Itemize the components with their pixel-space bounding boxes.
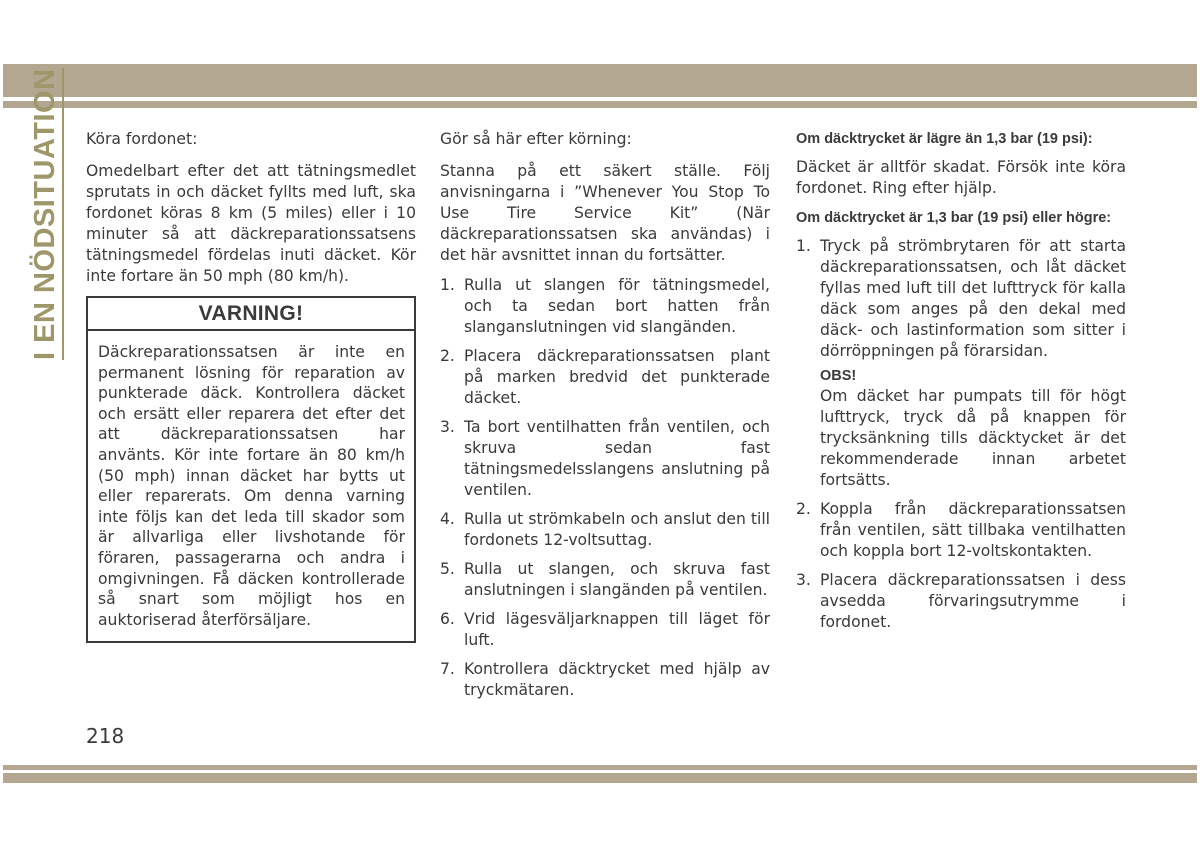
step-number: 3. xyxy=(440,418,455,436)
low-pressure-heading: Om däcktrycket är lägre än 1,3 bar (19 psi): xyxy=(796,131,1093,147)
list-item xyxy=(796,499,1126,562)
header-rule xyxy=(3,101,1197,108)
step-text: Placera däckreparationssatsen plant på marken bredvid det punkterade däcket. xyxy=(464,347,770,407)
low-pressure-paragraph: Däcket är alltför skadat. Försök inte köra fordonet. Ring efter hjälp. xyxy=(796,158,1126,197)
list-item xyxy=(796,236,1126,491)
step-text: Tryck på strömbrytaren för att starta däckreparationssatsen, och låt däcket fyllas med luft till det lufttryck för kalla däck som anges på den dekal med däck- och lastinformation som sitter i dörröppningen på förarsidan. xyxy=(820,237,1126,360)
step-text: Rulla ut slangen för tätningsmedel, och ta sedan bort hatten från slanganslutningen vid slangänden. xyxy=(464,276,770,336)
step-number: 2. xyxy=(440,347,455,365)
high-pressure-heading: Om däcktrycket är 1,3 bar (19 psi) eller högre: xyxy=(796,210,1112,226)
list-item xyxy=(440,275,770,338)
step-number: 2. xyxy=(796,500,811,518)
warning-body: Däckreparationssatsen är inte en permanent lösning för reparation av punkterade däck. Kontrollera däcket och ersätt eller reparera det efter det att däckreparationssatsen har använts. Kör inte fortare än 80 km/h (50 mph) innan däcket har bytts ut eller reparerats. Om denna varning inte följs kan det leda till skador som är allvarliga eller livshotande för föraren, passagerarna och andra i omgivningen. Få däcken kontrollerade så snart som möjligt hos en auktoriserad återförsäljare. xyxy=(98,343,405,629)
column-1 xyxy=(86,129,416,643)
step-number: 1. xyxy=(440,276,455,294)
list-item xyxy=(440,559,770,601)
step-text: Rulla ut slangen, och skruva fast anslutningen i slangänden på ventilen. xyxy=(464,560,770,599)
step-number: 5. xyxy=(440,560,455,578)
section-tab xyxy=(29,68,64,360)
warning-title: VARNING! xyxy=(88,298,414,331)
step-number: 1. xyxy=(796,237,811,255)
list-item xyxy=(440,509,770,551)
step-number: 3. xyxy=(796,571,811,589)
column-2 xyxy=(440,129,770,709)
step-text: Rulla ut strömkabeln och anslut den till fordonets 12-voltsuttag. xyxy=(464,510,770,549)
section-tab-label: I EN NÖDSITUATION xyxy=(30,68,64,360)
drive-paragraph: Omedelbart efter det att tätningsmedlet sprutats in och däcket fyllts med luft, ska fordonet köras 8 km (5 miles) eller i 10 minuter så att däckreparationssatsens tätningsmedel fördelas inuti däcket. Kör inte fortare än 50 mph (80 km/h). xyxy=(86,162,416,285)
footer-rule xyxy=(3,765,1197,770)
list-item xyxy=(440,417,770,501)
step-text: Kontrollera däcktrycket med hjälp av tryckmätaren. xyxy=(464,660,770,699)
list-item xyxy=(440,609,770,651)
steps-list xyxy=(440,275,770,701)
note-body: Om däcket har pumpats till för högt lufttryck, tryck då på knappen för trycksänkning tills däcktycket är det rekommenderade innan arbetet fortsätts. xyxy=(820,387,1126,489)
step-text: Placera däckreparationssatsen i dess avsedda förvaringsutrymme i fordonet. xyxy=(820,571,1126,631)
column-3 xyxy=(796,129,1126,641)
step-number: 7. xyxy=(440,660,455,678)
pressure-steps-list xyxy=(796,236,1126,633)
header-band xyxy=(3,64,1197,97)
list-item xyxy=(796,570,1126,633)
step-text: Ta bort ventilhatten från ventilen, och skruva sedan fast tätningsmedelsslangens anslutning på ventilen. xyxy=(464,418,770,499)
list-item xyxy=(440,659,770,701)
list-item xyxy=(440,346,770,409)
after-drive-paragraph: Stanna på ett säkert ställe. Följ anvisningarna i ”Whenever You Stop To Use Tire Service Kit” (När däckreparationssatsen ska användas) i det här avsnittet innan du fortsätter. xyxy=(440,162,770,264)
step-text: Koppla från däckreparationssatsen från ventilen, sätt tillbaka ventilhatten och koppla bort 12-voltskontakten. xyxy=(820,500,1126,560)
note-title: OBS! xyxy=(820,368,857,384)
step-text: Vrid lägesväljarknappen till läget för luft. xyxy=(464,610,770,649)
step-number: 4. xyxy=(440,510,455,528)
page-number: 218 xyxy=(86,724,125,748)
step-number: 6. xyxy=(440,610,455,628)
footer-band xyxy=(3,773,1197,783)
after-drive-heading: Gör så här efter körning: xyxy=(440,130,632,148)
warning-box xyxy=(86,296,416,643)
drive-heading: Köra fordonet: xyxy=(86,130,198,148)
